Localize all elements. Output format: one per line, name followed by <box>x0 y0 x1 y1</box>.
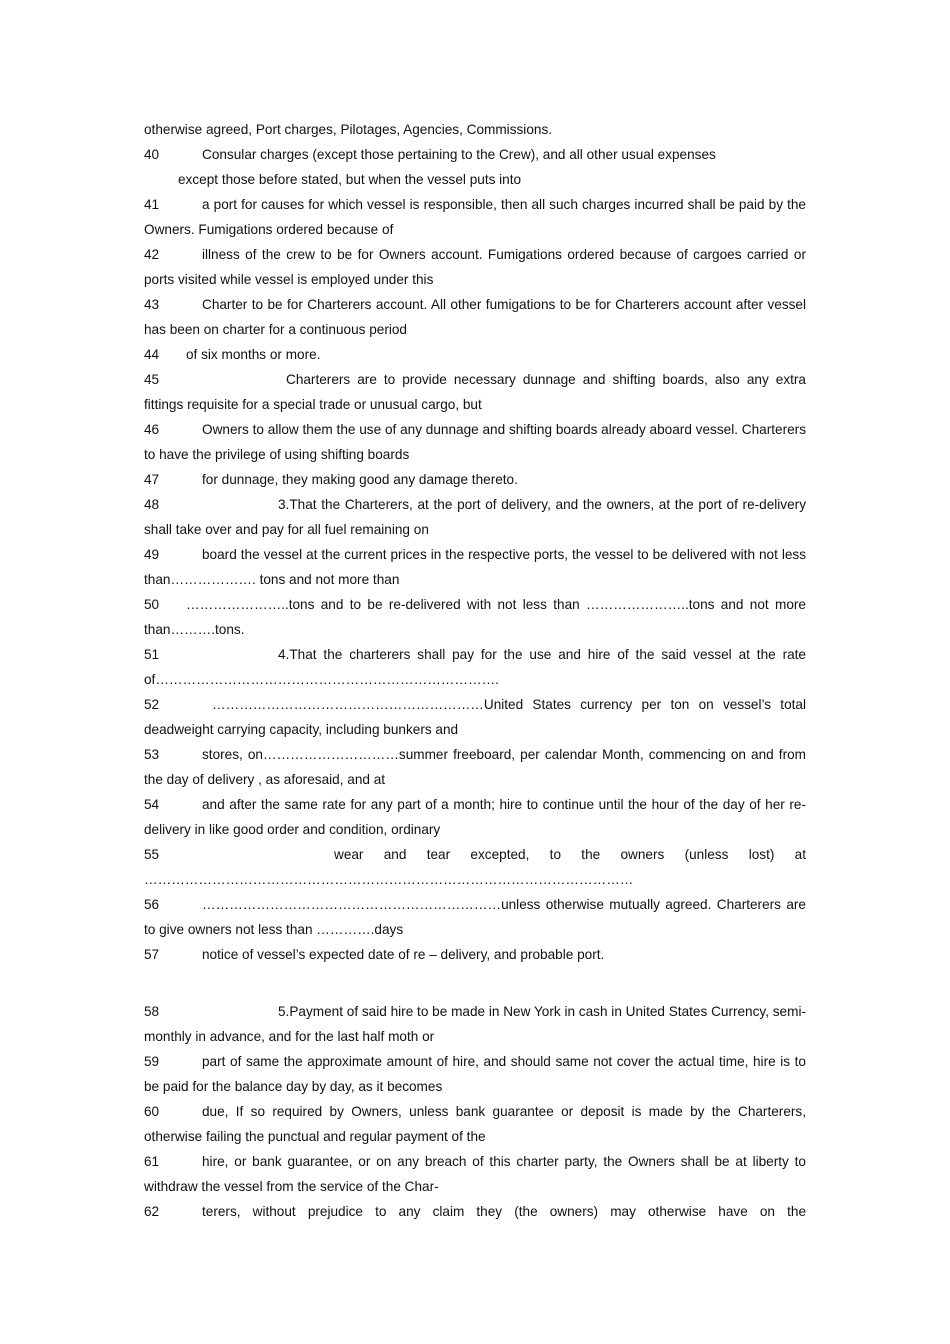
clause-62 <box>144 1199 806 1224</box>
line-number: 47 <box>144 472 160 487</box>
clause-53 <box>144 742 806 792</box>
line-number: 40 <box>144 147 160 162</box>
line-number: 59 <box>144 1054 160 1069</box>
paragraph-gap <box>144 967 806 999</box>
clause-61 <box>144 1149 806 1199</box>
line-number: 46 <box>144 422 160 437</box>
clause-text: 5.Payment of said hire to be made in New York in cash in United States Currency, semi-monthly in advance, and for the last half moth or <box>144 1004 806 1044</box>
clause-text: …………………………………………………………unless otherwise mutually agreed. Charterers are to give owners not less than ………….days <box>144 897 806 937</box>
clause-text: and after the same rate for any part of a month; hire to continue until the hour of the day of her re-delivery in like good order and condition, ordinary <box>144 797 806 837</box>
clause-text: wear and tear excepted, to the owners (unless lost) at ……………………………………………………………………………………………… <box>144 847 806 887</box>
line-number: 55 <box>144 847 160 862</box>
line-number: 41 <box>144 197 160 212</box>
clause-text: Charter to be for Charterers account. All other fumigations to be for Charterers account after vessel has been on charter for a continuous period <box>144 297 806 337</box>
clause-text: stores, on…………………………summer freeboard, per calendar Month, commencing on and from the day of delivery , as aforesaid, and at <box>144 747 806 787</box>
clause-text: a port for causes for which vessel is responsible, then all such charges incurred shall be paid by the Owners. Fumigations ordered because of <box>144 197 806 237</box>
clause-54 <box>144 792 806 842</box>
line-number: 60 <box>144 1104 160 1119</box>
line-number: 57 <box>144 947 160 962</box>
clause-43 <box>144 292 806 342</box>
clause-52 <box>144 692 806 742</box>
clause-56 <box>144 892 806 942</box>
opening-line: otherwise agreed, Port charges, Pilotages, Agencies, Commissions. <box>144 122 553 137</box>
line-number: 44 <box>144 347 160 362</box>
line-number: 43 <box>144 297 160 312</box>
line-number: 53 <box>144 747 160 762</box>
line-number: 54 <box>144 797 160 812</box>
clause-48 <box>144 492 806 542</box>
clause-text: hire, or bank guarantee, or on any breach of this charter party, the Owners shall be at liberty to withdraw the vessel from the service of the Char- <box>144 1154 806 1194</box>
line-number: 51 <box>144 647 160 662</box>
clause-40-continuation: except those before stated, but when the vessel puts into <box>178 172 522 187</box>
clause-41 <box>144 192 806 242</box>
line-number: 61 <box>144 1154 160 1169</box>
clause-44 <box>144 342 806 367</box>
clause-47 <box>144 467 806 492</box>
line-number: 49 <box>144 547 160 562</box>
line-number: 62 <box>144 1204 160 1219</box>
clause-45 <box>144 367 806 417</box>
line-number: 45 <box>144 372 160 387</box>
clause-text: of six months or more. <box>186 347 321 362</box>
clause-text: board the vessel at the current prices in the respective ports, the vessel to be delivered with not less than………………. tons and not more than <box>144 547 806 587</box>
clause-50 <box>144 592 806 642</box>
line-number: 58 <box>144 1004 160 1019</box>
clause-49 <box>144 542 806 592</box>
charter-party-text <box>144 117 806 1224</box>
clause-text: ……………………………………………………United States currency per ton on vessel’s total deadweight carrying capacity, including bunkers and <box>144 697 806 737</box>
clause-text: part of same the approximate amount of hire, and should same not cover the actual time, hire is to be paid for the balance day by day, as it becomes <box>144 1054 806 1094</box>
line-number: 48 <box>144 497 160 512</box>
clause-text: terers, without prejudice to any claim they (the owners) may otherwise have on the <box>202 1204 806 1219</box>
clause-46 <box>144 417 806 467</box>
clause-text: due, If so required by Owners, unless bank guarantee or deposit is made by the Charterers, otherwise failing the punctual and regular payment of the <box>144 1104 806 1144</box>
clause-40 <box>144 142 806 167</box>
line-number: 42 <box>144 247 160 262</box>
clause-42 <box>144 242 806 292</box>
clause-59 <box>144 1049 806 1099</box>
clause-55 <box>144 842 806 892</box>
clause-text: illness of the crew to be for Owners account. Fumigations ordered because of cargoes carried or ports visited while vessel is employed under this <box>144 247 806 287</box>
clause-text: 3.That the Charterers, at the port of delivery, and the owners, at the port of re-delivery shall take over and pay for all fuel remaining on <box>144 497 806 537</box>
line-number: 56 <box>144 897 160 912</box>
clause-text: notice of vessel’s expected date of re – delivery, and probable port. <box>202 947 605 962</box>
clause-text: Charterers are to provide necessary dunnage and shifting boards, also any extra fittings requisite for a special trade or unusual cargo, but <box>144 372 806 412</box>
clause-text: for dunnage, they making good any damage thereto. <box>202 472 518 487</box>
clause-text: Owners to allow them the use of any dunnage and shifting boards already aboard vessel. Charterers to have the privilege of using shifting boards <box>144 422 806 462</box>
clause-57 <box>144 942 806 967</box>
line-number: 50 <box>144 597 160 612</box>
clause-60 <box>144 1099 806 1149</box>
clause-text: 4.That the charterers shall pay for the use and hire of the said vessel at the rate of…………………………………………………………………. <box>144 647 806 687</box>
clause-text: Consular charges (except those pertaining to the Crew), and all other usual expenses <box>202 147 716 162</box>
clause-text: …………………..tons and to be re-delivered with not less than …………………..tons and not more than……….tons. <box>144 597 806 637</box>
clause-58 <box>144 999 806 1049</box>
clause-51 <box>144 642 806 692</box>
line-number: 52 <box>144 697 160 712</box>
